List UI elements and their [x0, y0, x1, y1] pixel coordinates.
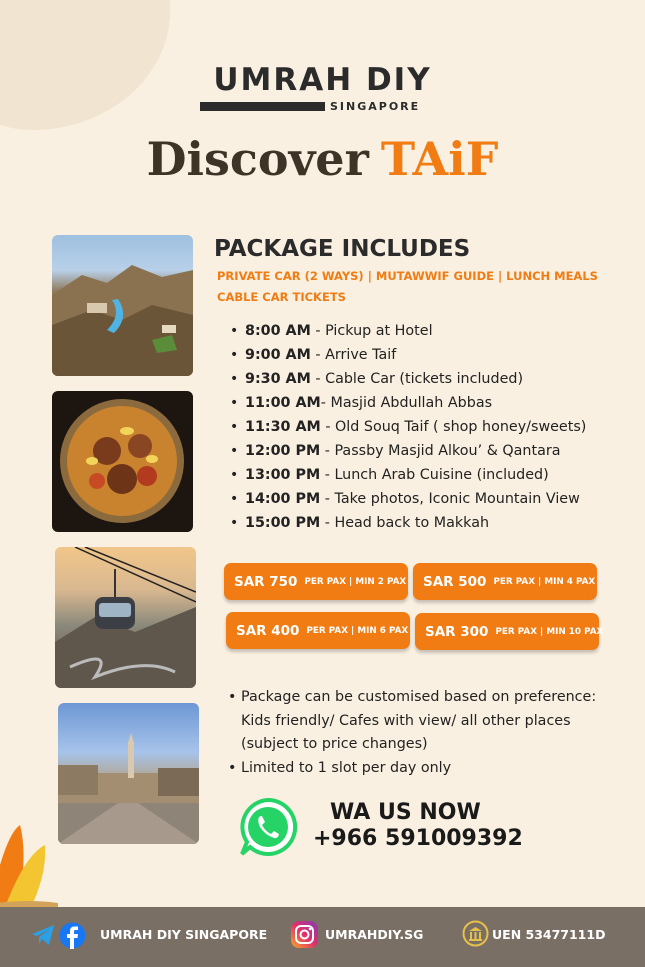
schedule-desc: - Old Souq Taif ( shop honey/sweets): [320, 419, 587, 435]
package-includes-line-2: CABLE CAR TICKETS: [217, 290, 346, 304]
price-amount: SAR 750: [234, 573, 298, 590]
schedule-item: [230, 347, 586, 371]
package-includes-line-1: PRIVATE CAR (2 WAYS) | MUTAWWIF GUIDE | LUNCH MEALS: [217, 269, 598, 283]
brand-sub-row: [200, 100, 438, 114]
brand-logo: [0, 62, 645, 113]
price-tile-min-10: [415, 613, 604, 650]
instagram-icon[interactable]: [290, 920, 319, 949]
schedule-desc: - Passby Masjid Alkou’ & Qantara: [320, 443, 561, 459]
schedule-desc: - Take photos, Iconic Mountain View: [320, 491, 580, 507]
schedule-desc: - Masjid Abdullah Abbas: [320, 395, 493, 411]
schedule-desc: - Lunch Arab Cuisine (included): [320, 467, 549, 483]
telegram-icon[interactable]: [30, 922, 56, 948]
note-item: • Limited to 1 slot per day only: [228, 757, 623, 781]
schedule-time: 14:00 PM: [245, 491, 321, 507]
price-condition: PER PAX | MIN 2 PAX: [304, 576, 407, 587]
footer-uen: UEN 53477111D: [492, 927, 606, 942]
schedule-time: 12:00 PM: [245, 443, 321, 459]
footer-bar: [0, 907, 645, 967]
schedule-item: [230, 419, 586, 443]
schedule-time: 11:30 AM: [245, 419, 321, 435]
price-condition: PER PAX | MIN 10 PAX: [495, 626, 604, 637]
schedule-desc: - Head back to Makkah: [320, 515, 490, 531]
page-title: [0, 132, 645, 186]
photo-mosque-square: [58, 703, 199, 844]
schedule-time: 9:30 AM: [245, 371, 311, 387]
footer-facebook-name[interactable]: UMRAH DIY SINGAPORE: [100, 927, 268, 942]
schedule-desc: - Arrive Taif: [310, 347, 397, 363]
schedule-item: [230, 323, 586, 347]
surfboard-decoration: [0, 815, 58, 910]
schedule-time: 15:00 PM: [245, 515, 321, 531]
photo-cable-car: [55, 547, 196, 688]
title-discover: Discover: [146, 132, 369, 186]
whatsapp-icon[interactable]: [238, 797, 298, 857]
schedule-time: 8:00 AM: [245, 323, 311, 339]
photo-lunch-dish: [52, 391, 193, 532]
notes-list: [228, 686, 623, 780]
facebook-icon[interactable]: [59, 922, 86, 949]
whatsapp-phone[interactable]: +966 591009392: [313, 826, 523, 851]
price-amount: SAR 300: [425, 623, 489, 640]
price-condition: PER PAX | MIN 6 PAX: [306, 625, 409, 636]
brand-subtitle: SINGAPORE: [330, 100, 421, 113]
schedule-item: [230, 443, 586, 467]
whatsapp-cta[interactable]: WA US NOW: [330, 800, 481, 825]
schedule-item: [230, 395, 586, 419]
schedule-item: [230, 515, 586, 539]
footer-instagram-handle[interactable]: UMRAHDIY.SG: [325, 927, 424, 942]
price-tile-min-2: [224, 563, 408, 600]
package-title: PACKAGE INCLUDES: [214, 236, 471, 262]
photo-mountain-town: [52, 235, 193, 376]
schedule-time: 9:00 AM: [245, 347, 311, 363]
schedule-time: 11:00 AM: [245, 395, 321, 411]
price-amount: SAR 500: [423, 573, 487, 590]
price-tile-min-4: [413, 563, 597, 600]
schedule-desc: - Pickup at Hotel: [310, 323, 433, 339]
brand-underline: [200, 102, 325, 111]
schedule-item: [230, 371, 586, 395]
price-amount: SAR 400: [236, 622, 300, 639]
schedule-list: [230, 323, 586, 539]
schedule-time: 13:00 PM: [245, 467, 321, 483]
price-tile-min-6: [226, 612, 410, 649]
schedule-item: [230, 467, 586, 491]
brand-name: UMRAH DIY: [213, 62, 432, 98]
note-item: • Package can be customised based on preference: Kids friendly/ Cafes with view/ all other places (subject to price changes): [228, 686, 623, 757]
schedule-desc: - Cable Car (tickets included): [310, 371, 524, 387]
schedule-item: [230, 491, 586, 515]
price-condition: PER PAX | MIN 4 PAX: [493, 576, 596, 587]
title-taif: TAiF: [380, 132, 499, 186]
institution-icon: [462, 920, 489, 947]
